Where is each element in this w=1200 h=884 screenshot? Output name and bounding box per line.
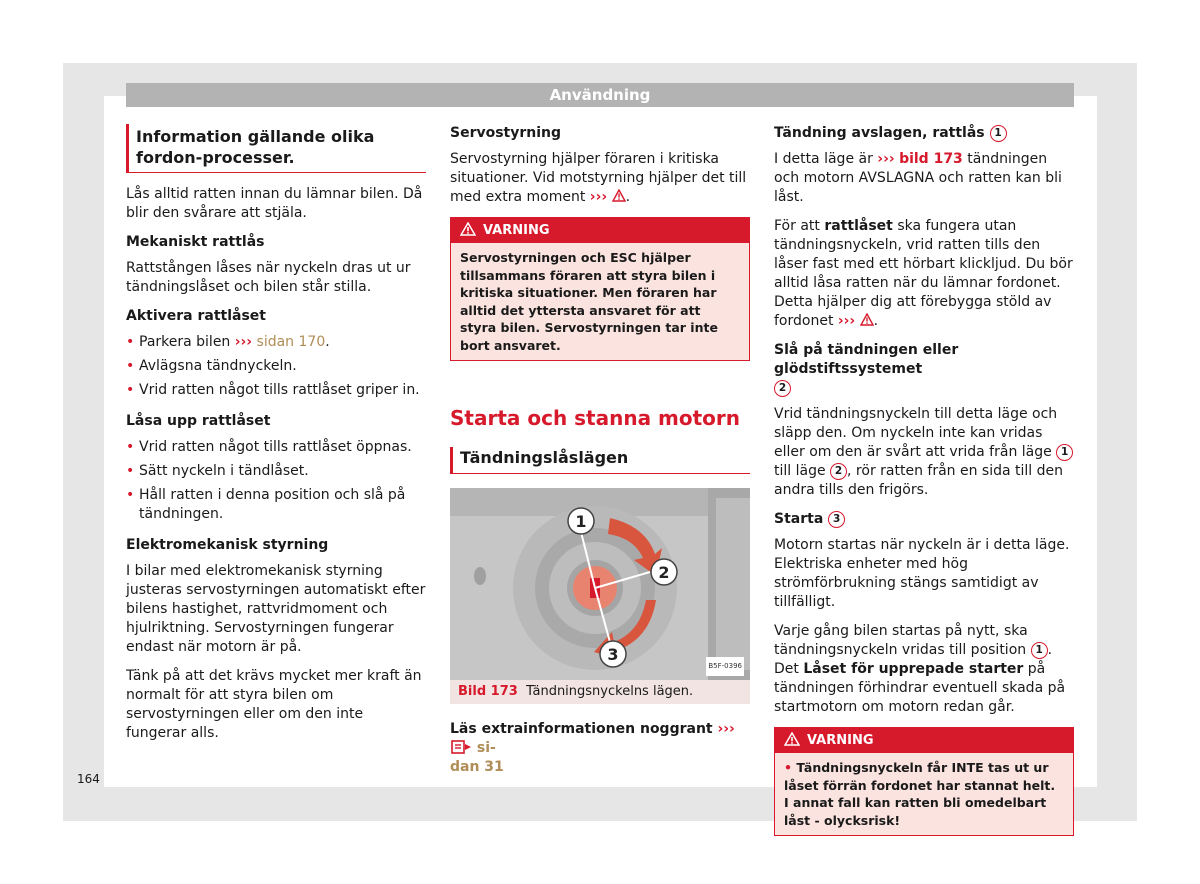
ignition-off-post: tändningen och motorn AVSLAGNA och ratten kan bli låst. (774, 151, 1062, 205)
ignition-on-heading-text: Slå på tändningen eller glödstiftssystemet (774, 342, 959, 377)
ignition-off-heading-text: Tändning avslagen, rattlås (774, 125, 985, 141)
chevrons-icon: ››› (877, 151, 895, 167)
list-item: • Parkera bilen ››› sidan 170. (126, 334, 330, 350)
on-text-c: , rör ratten från en sida till den andra tills den frigörs. (774, 463, 1064, 498)
servo-heading: Servostyrning (450, 125, 562, 141)
activate-lock-heading: Aktivera rattlåset (126, 308, 266, 324)
warning-box (450, 217, 750, 361)
list-item (126, 357, 426, 376)
page-link[interactable]: sidan 170 (256, 334, 326, 350)
lock-text: ska fungera utan tändningsnyckeln, vrid ratten tills den låser fast med ett hörbart klickljud. Du bör alltid låsa ratten när du lämnar fordonet. Detta hjälper dig att förebygga stöld av fordonet (774, 218, 1073, 329)
svg-text:3: 3 (607, 645, 619, 664)
list-item-text: Vrid ratten något tills rattlåset öppnas. (139, 439, 412, 455)
bullet-icon: • (126, 334, 135, 350)
column-3 (774, 124, 1074, 846)
extra-info-text: Läs extrainformationen noggrant (450, 721, 713, 737)
lock-bold: rattlåset (824, 218, 893, 234)
activate-list (126, 333, 426, 400)
on-text-b: till läge (774, 463, 826, 479)
list-item-text: Sätt nyckeln i tändlåset. (139, 463, 309, 479)
warning-triangle-icon (612, 189, 626, 202)
lock-text-pre: För att (774, 218, 820, 234)
unlock-list (126, 438, 426, 524)
circled-number-icon: 2 (830, 463, 847, 480)
start-heading-text: Starta (774, 511, 824, 527)
on-text-a: Vrid tändningsnyckeln till detta läge och släpp den. Om nyckeln inte kan vridas eller om den är svårt att vrida från läge (774, 406, 1058, 460)
ignition-on-heading (774, 341, 1074, 398)
list-item-text: Avlägsna tändnyckeln. (139, 358, 297, 374)
bullet-icon: • (126, 487, 135, 503)
bullet-icon: • (126, 382, 135, 398)
figure-label: Bild 173 (458, 684, 518, 699)
figure-caption-text: Tändningsnyckelns lägen. (526, 684, 694, 699)
bullet-icon: • (126, 463, 135, 479)
warning-text: Servostyrningen och ESC hjälper tillsammans föraren att styra bilen i kritiska situationer. Men föraren har alltid det yttersta ansvaret för att styra bilen. Servostyrningen tar inte bort ansvaret. (460, 250, 718, 353)
subsection-title: Tändningslåslägen (450, 447, 750, 474)
list-item-text: Håll ratten i denna position och slå på tändningen. (139, 487, 406, 522)
list-item-text: Parkera bilen (139, 334, 231, 350)
figure-code: B5F-0396 (706, 657, 744, 676)
bullet-icon: • (784, 760, 792, 775)
intro-text: Lås alltid ratten innan du lämnar bilen. Då blir den svårare att stjäla. (126, 186, 423, 221)
extra-info-link[interactable]: si- (476, 740, 496, 756)
column-2 (450, 124, 750, 787)
unlock-heading: Låsa upp rattlåset (126, 413, 271, 429)
extra-info-link-2[interactable]: dan 31 (450, 759, 504, 775)
warning-triangle-icon (460, 222, 476, 236)
warning-header (451, 218, 749, 243)
chevrons-icon: ››› (589, 189, 608, 205)
ignition-illustration (450, 488, 750, 680)
section-header: Användning (126, 83, 1074, 107)
circled-number-icon: 3 (828, 511, 845, 528)
restart-post: på tändningen förhindrar eventuell skada på startmotorn om motorn redan går. (774, 661, 1066, 715)
start-heading (774, 510, 1074, 529)
list-item (126, 381, 426, 400)
svg-text:2: 2 (658, 563, 670, 582)
figure-link[interactable]: bild 173 (899, 151, 963, 167)
bullet-icon: • (126, 439, 135, 455)
steering-lock-text: För att rattlåset ska fungera utan tändningsnyckeln, vrid ratten tills den låser fast med ett hörbart klickljud. Du bör alltid låsa ratten när du lämnar fordonet. Detta hjälper dig att förebygga stöld av fordonet ››› . (774, 218, 1073, 329)
chapter-title: Starta och stanna motorn (450, 406, 741, 430)
restart-mid: . Det (774, 642, 1053, 677)
warning-label: VARNING (807, 733, 874, 748)
bullet-icon: • (126, 358, 135, 374)
warning-header (775, 728, 1073, 753)
mech-lock-heading: Mekaniskt rattlås (126, 234, 265, 250)
ignition-figure (450, 488, 750, 680)
warning-text-body: Tändningsnyckeln får INTE tas ut ur låset förrän fordonet har stannat helt. I annat fall kan ratten bli omedelbart låst - olycksrisk! (784, 760, 1056, 828)
warning-triangle-icon (784, 732, 800, 746)
electro-text: I bilar med elektromekanisk styrning justeras servostyrningen automatiskt efter bilens hastighet, rattvridmoment och hjulriktning. Servostyrningen fungerar endast när motorn är på. (126, 563, 426, 655)
electro-heading: Elektromekanisk styrning (126, 537, 329, 553)
electro-text-2: Tänk på att det krävs mycket mer kraft än normalt för att styra bilen om servostyrningen eller om den inte fungerar alls. (126, 668, 422, 741)
circled-number-icon: 1 (1031, 642, 1048, 659)
extra-info (450, 720, 750, 777)
list-item (126, 486, 426, 524)
ignition-off-pre: I detta läge är (774, 151, 873, 167)
circled-number-icon: 1 (990, 125, 1007, 142)
chevrons-icon: ››› (234, 334, 253, 350)
svg-text:1: 1 (575, 512, 587, 531)
list-item (126, 462, 426, 481)
chevrons-icon: ››› (717, 721, 735, 737)
restart-bold: Låset för upprepade starter (803, 661, 1024, 677)
restart-text (774, 622, 1074, 717)
restart-pre: Varje gång bilen startas på nytt, ska tändningsnyckeln vridas till position (774, 623, 1028, 658)
book-reference-icon (450, 740, 472, 754)
list-item (126, 438, 426, 457)
mech-lock-text: Rattstången låses när nyckeln dras ut ur tändningslåset och bilen står stilla. (126, 260, 411, 295)
ignition-off-text (774, 150, 1074, 207)
figure-caption (450, 680, 750, 704)
warning-text (775, 753, 1073, 835)
ignition-off-heading (774, 124, 1074, 143)
circled-number-icon: 2 (774, 380, 791, 397)
chevrons-icon: ››› (837, 313, 856, 329)
warning-box (774, 727, 1074, 836)
servo-text: Servostyrning hjälper föraren i kritiska situationer. Vid motstyrning hjälper det till med extra moment ››› . (450, 151, 747, 205)
column-1 (126, 124, 426, 753)
warning-triangle-icon (860, 313, 874, 326)
start-text: Motorn startas när nyckeln är i detta läge. Elektriska enheter med hög strömförbrukning stängs samtidigt av tillfälligt. (774, 537, 1070, 610)
circled-number-icon: 1 (1056, 444, 1073, 461)
warning-label: VARNING (483, 223, 550, 238)
section-title: Information gällande olika fordon-processer. (126, 124, 426, 173)
servo-text-body: Servostyrning hjälper föraren i kritiska situationer. Vid motstyrning hjälper det till med extra moment (450, 151, 747, 205)
ignition-on-text (774, 405, 1074, 500)
page-number: 164 (77, 772, 100, 786)
list-item-text: Vrid ratten något tills rattlåset griper in. (139, 382, 420, 398)
